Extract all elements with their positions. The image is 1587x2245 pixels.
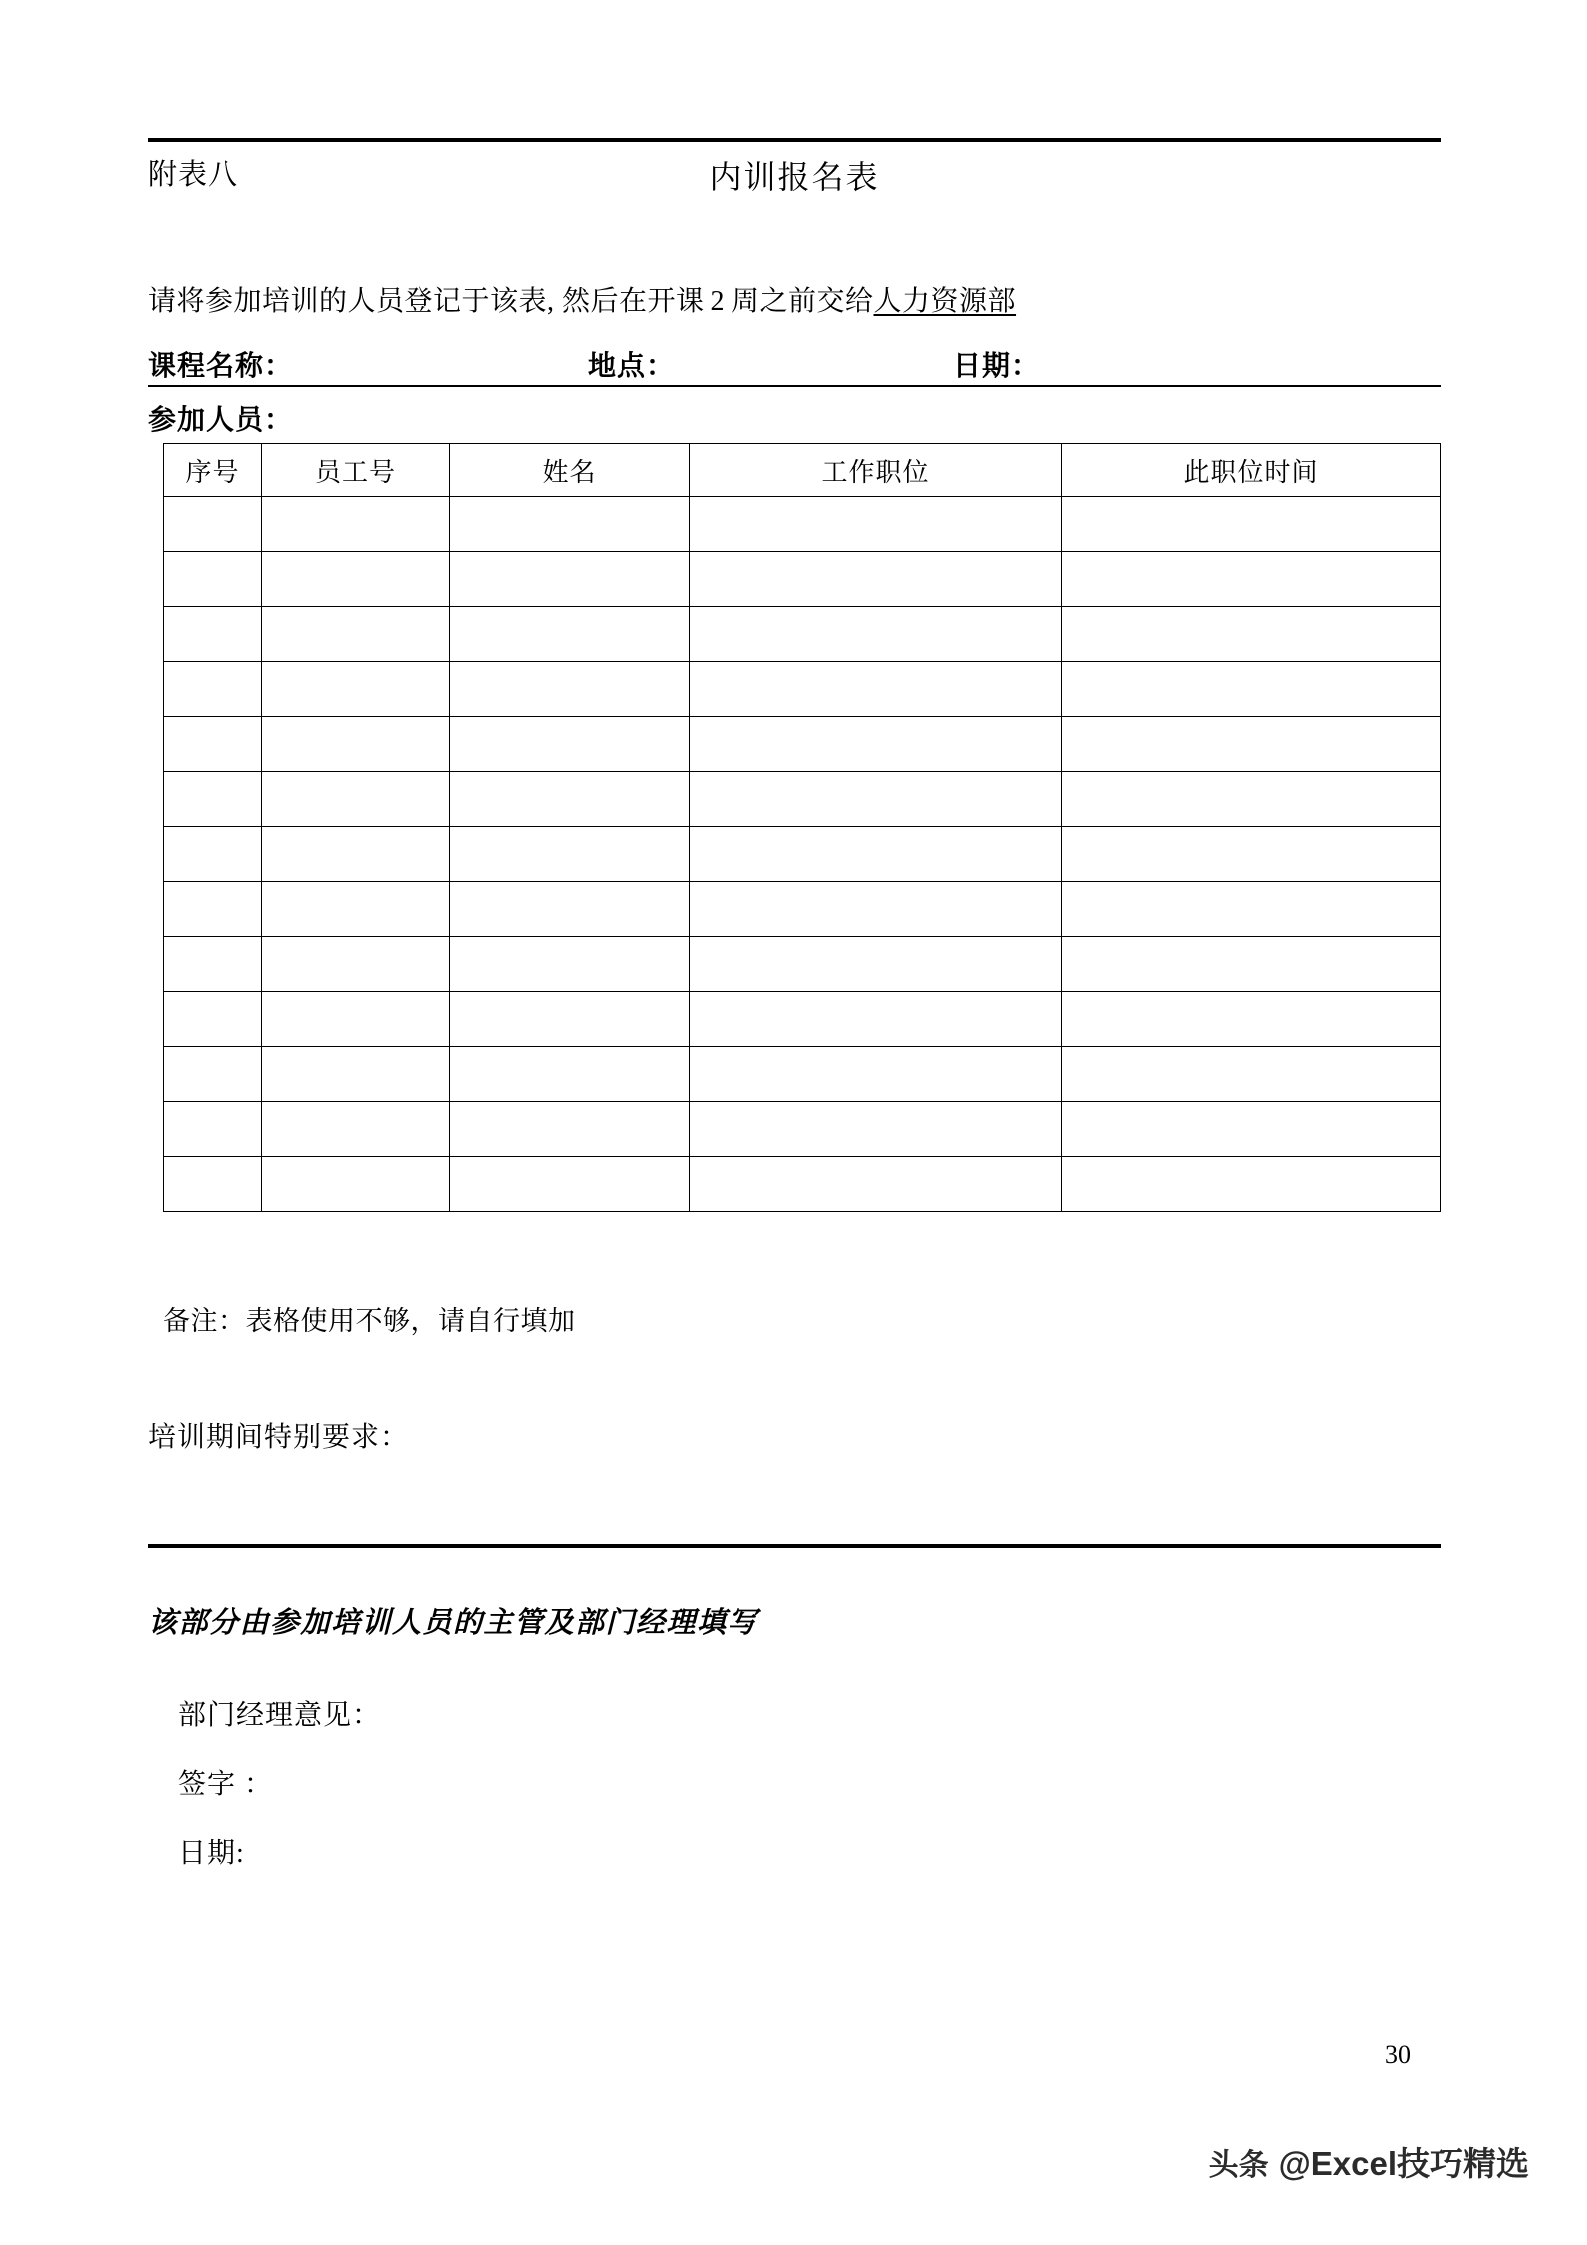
column-header-time-in-position: 此职位时间 [1062,444,1441,497]
table-cell[interactable] [690,1157,1062,1212]
table-row[interactable] [164,552,1441,607]
table-row[interactable] [164,772,1441,827]
table-cell[interactable] [1062,717,1441,772]
table-row[interactable] [164,882,1441,937]
column-header-sequence: 序号 [164,444,262,497]
table-cell[interactable] [690,827,1062,882]
watermark [1209,2138,1529,2185]
table-cell[interactable] [262,662,450,717]
table-cell[interactable] [164,607,262,662]
table-cell[interactable] [450,772,690,827]
table-cell[interactable] [164,827,262,882]
table-header [164,444,1441,497]
attachment-label: 附表八 [148,159,239,191]
place-label: 地点： [588,351,676,382]
table-cell[interactable] [164,1047,262,1102]
table-cell[interactable] [690,772,1062,827]
instruction-part-2: 周之前交给 [731,286,874,317]
table-cell[interactable] [262,992,450,1047]
manager-date-label: 日期: [178,1838,245,1869]
table-note: 备注：表格使用不够，请自行填加 [163,1306,576,1336]
table-row[interactable] [164,827,1441,882]
table-cell[interactable] [450,827,690,882]
table-row[interactable] [164,1047,1441,1102]
table-cell[interactable] [1062,1102,1441,1157]
date-label: 日期： [953,351,1041,382]
document-header [148,152,1441,204]
instruction-part-1: 请将参加培训的人员登记于该表, 然后在开课 [148,286,705,317]
table-cell[interactable] [450,497,690,552]
table-cell[interactable] [262,882,450,937]
table-cell[interactable] [1062,937,1441,992]
page-number: 30 [1385,2040,1411,2069]
special-requirements-label: 培训期间特别要求： [148,1422,410,1453]
table-cell[interactable] [690,497,1062,552]
table-cell[interactable] [1062,662,1441,717]
table-cell[interactable] [262,827,450,882]
table-cell[interactable] [262,1102,450,1157]
table-row[interactable] [164,937,1441,992]
table-cell[interactable] [1062,607,1441,662]
table-body [164,497,1441,1212]
section-divider-rule [148,1544,1441,1548]
table-cell[interactable] [262,937,450,992]
table-cell[interactable] [262,497,450,552]
instruction-weeks-value: 2 [710,286,726,317]
table-cell[interactable] [690,937,1062,992]
table-cell[interactable] [1062,827,1441,882]
table-cell[interactable] [262,1047,450,1102]
table-cell[interactable] [1062,992,1441,1047]
participants-label: 参加人员： [148,405,294,436]
table-cell[interactable] [450,662,690,717]
table-cell[interactable] [164,662,262,717]
table-cell[interactable] [690,1047,1062,1102]
table-cell[interactable] [164,552,262,607]
table-cell[interactable] [450,717,690,772]
manager-opinion-label: 部门经理意见： [178,1700,382,1731]
page-title: 内训报名表 [709,159,880,195]
table-row[interactable] [164,662,1441,717]
course-name-label: 课程名称： [148,351,294,382]
table-cell[interactable] [164,992,262,1047]
column-header-employee-id: 员工号 [262,444,450,497]
table-header-row [164,444,1441,497]
column-header-position: 工作职位 [690,444,1062,497]
table-row[interactable] [164,607,1441,662]
table-cell[interactable] [1062,552,1441,607]
table-cell[interactable] [164,882,262,937]
table-cell[interactable] [450,552,690,607]
table-cell[interactable] [1062,497,1441,552]
table-cell[interactable] [450,607,690,662]
table-row[interactable] [164,992,1441,1047]
table-cell[interactable] [164,717,262,772]
table-cell[interactable] [262,1157,450,1212]
table-row[interactable] [164,497,1441,552]
table-cell[interactable] [690,607,1062,662]
table-cell[interactable] [262,552,450,607]
manager-section-heading: 该部分由参加培训人员的主管及部门经理填写 [148,1607,759,1639]
table-cell[interactable] [450,1047,690,1102]
watermark-brand: 头条 [1208,2148,1269,2182]
table-cell[interactable] [450,882,690,937]
table-cell[interactable] [690,882,1062,937]
participants-table-wrapper [163,443,1440,1212]
column-header-name: 姓名 [450,444,690,497]
table-cell[interactable] [1062,882,1441,937]
table-cell[interactable] [262,607,450,662]
table-cell[interactable] [690,1102,1062,1157]
instruction-paragraph [148,282,1016,322]
table-cell[interactable] [164,772,262,827]
table-cell[interactable] [690,992,1062,1047]
table-cell[interactable] [690,717,1062,772]
table-cell[interactable] [262,772,450,827]
table-row[interactable] [164,717,1441,772]
header-divider-rule [148,138,1441,142]
table-cell[interactable] [690,552,1062,607]
table-cell[interactable] [164,1157,262,1212]
table-cell[interactable] [690,662,1062,717]
table-cell[interactable] [164,1102,262,1157]
table-cell[interactable] [450,937,690,992]
table-row[interactable] [164,1157,1441,1212]
table-cell[interactable] [1062,772,1441,827]
table-row[interactable] [164,1102,1441,1157]
instruction-department-underlined: 人力资源部 [873,286,1017,317]
course-info-rule [148,385,1441,387]
manager-signature-label: 签字 ： [178,1769,274,1800]
watermark-account: @Excel技巧精选 [1278,2145,1529,2182]
course-info-fields [148,344,1441,390]
table-cell[interactable] [1062,1047,1441,1102]
participants-table [163,443,1441,1212]
table-cell[interactable] [164,937,262,992]
table-cell[interactable] [164,497,262,552]
table-cell[interactable] [1062,1157,1441,1212]
table-cell[interactable] [450,992,690,1047]
table-cell[interactable] [262,717,450,772]
table-cell[interactable] [450,1157,690,1212]
table-cell[interactable] [450,1102,690,1157]
